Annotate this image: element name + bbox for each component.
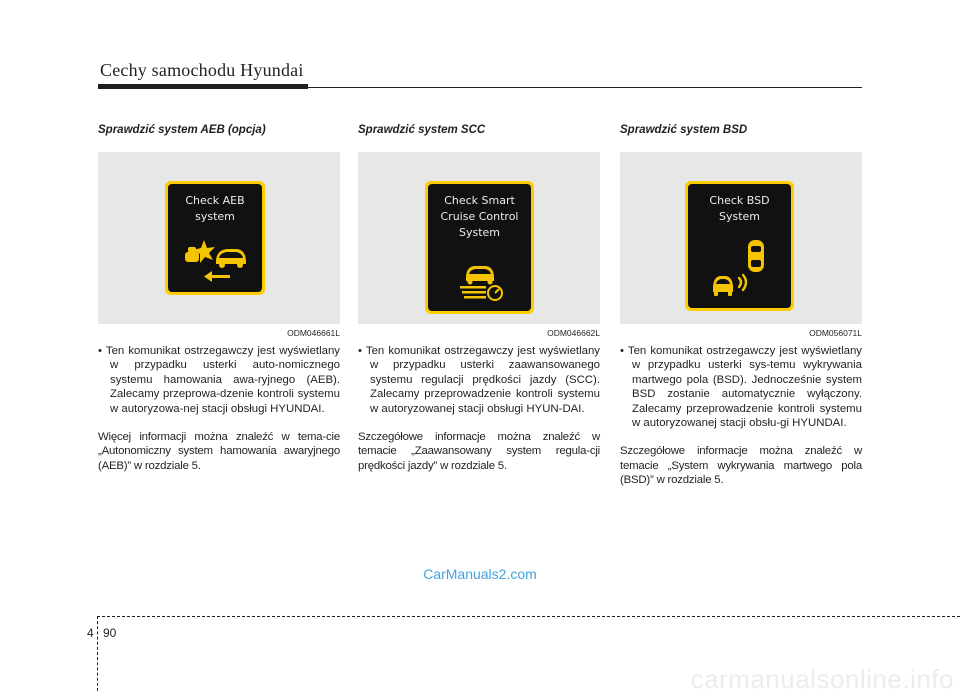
chapter-number: 4 [87,626,94,640]
header-rule-thin [308,87,862,88]
section-scc [358,124,600,485]
footer-dashed-divider [97,616,98,691]
cluster-screen [685,181,794,311]
page-header-title: Cechy samochodu Hyundai [100,60,304,80]
reference-paragraph: Więcej informacji można znaleźć w tema-cie „Autonomiczny system hamowania awaryjnego (AEB)” w rozdziale 5. [98,431,340,472]
screen-line-1: Check Smart [444,194,515,207]
section-heading: Sprawdzić system SCC [358,124,486,136]
section-bsd [620,124,862,499]
screen-line-2: System [718,210,761,223]
figure-code: ODM056071L [809,328,862,338]
header-rule-thick [98,84,308,89]
blind-spot-detection-icon [710,236,770,300]
watermark-carmanuals2: CarManuals2.com [423,566,537,582]
smart-cruise-control-icon [456,262,506,302]
figure-bsd [620,152,862,324]
section-aeb [98,124,340,485]
cluster-screen [425,181,534,314]
aeb-collision-icon [182,238,248,284]
figure-code: ODM046661L [287,328,340,338]
screen-line-1: Check BSD [709,194,770,207]
warning-bullet-text: • Ten komunikat ostrzegawczy jest wyświetlany w przypadku usterki sys-temu wykrywania martwego pola (BSD). Jednocześnie system BSD zostanie automatycznie wyłączony. Zalecamy przeprowadzenie kontroli systemu w autoryzowanej stacji obsłu-gi HYUNDAI. [620,345,862,430]
footer-dashed-rule [97,616,960,617]
warning-bullet-text: • Ten komunikat ostrzegawczy jest wyświetlany w przypadku usterki auto-nomicznego systemu hamowania awa-ryjnego (AEB). Zalecamy przeprowa-dzenie kontroli systemu w autoryzowa-nej stacji obsługi HYUNDAI. [98,345,340,415]
figure-scc [358,152,600,324]
screen-line-3: System [458,226,501,239]
warning-bullet-text: • Ten komunikat ostrzegawczy jest wyświetlany w przypadku usterki zaawansowanego systemu regulacji prędkości jazdy (SCC). Zalecamy przeprowadzenie kontroli systemu w autoryzowanej stacji obsługi HYUN-DAI. [358,345,600,415]
screen-line-2: system [195,210,235,223]
watermark-site: carmanualsonline.info [690,664,954,694]
section-heading: Sprawdzić system BSD [620,124,748,136]
reference-paragraph: Szczegółowe informacje można znaleźć w temacie „System wykrywania martwego pola (BSD)” w rozdziale 5. [620,445,862,487]
screen-line-1: Check AEB [185,194,245,207]
figure-aeb [98,152,340,324]
reference-paragraph: Szczegółowe informacje można znaleźć w temacie „Zaawansowany system regula-cji prędkości jazdy” w rozdziale 5. [358,431,600,472]
page-number: 90 [103,626,117,640]
cluster-screen [165,181,265,295]
figure-code: ODM046662L [547,328,600,338]
section-heading: Sprawdzić system AEB (opcja) [98,124,266,136]
screen-line-2: Cruise Control [440,210,519,223]
